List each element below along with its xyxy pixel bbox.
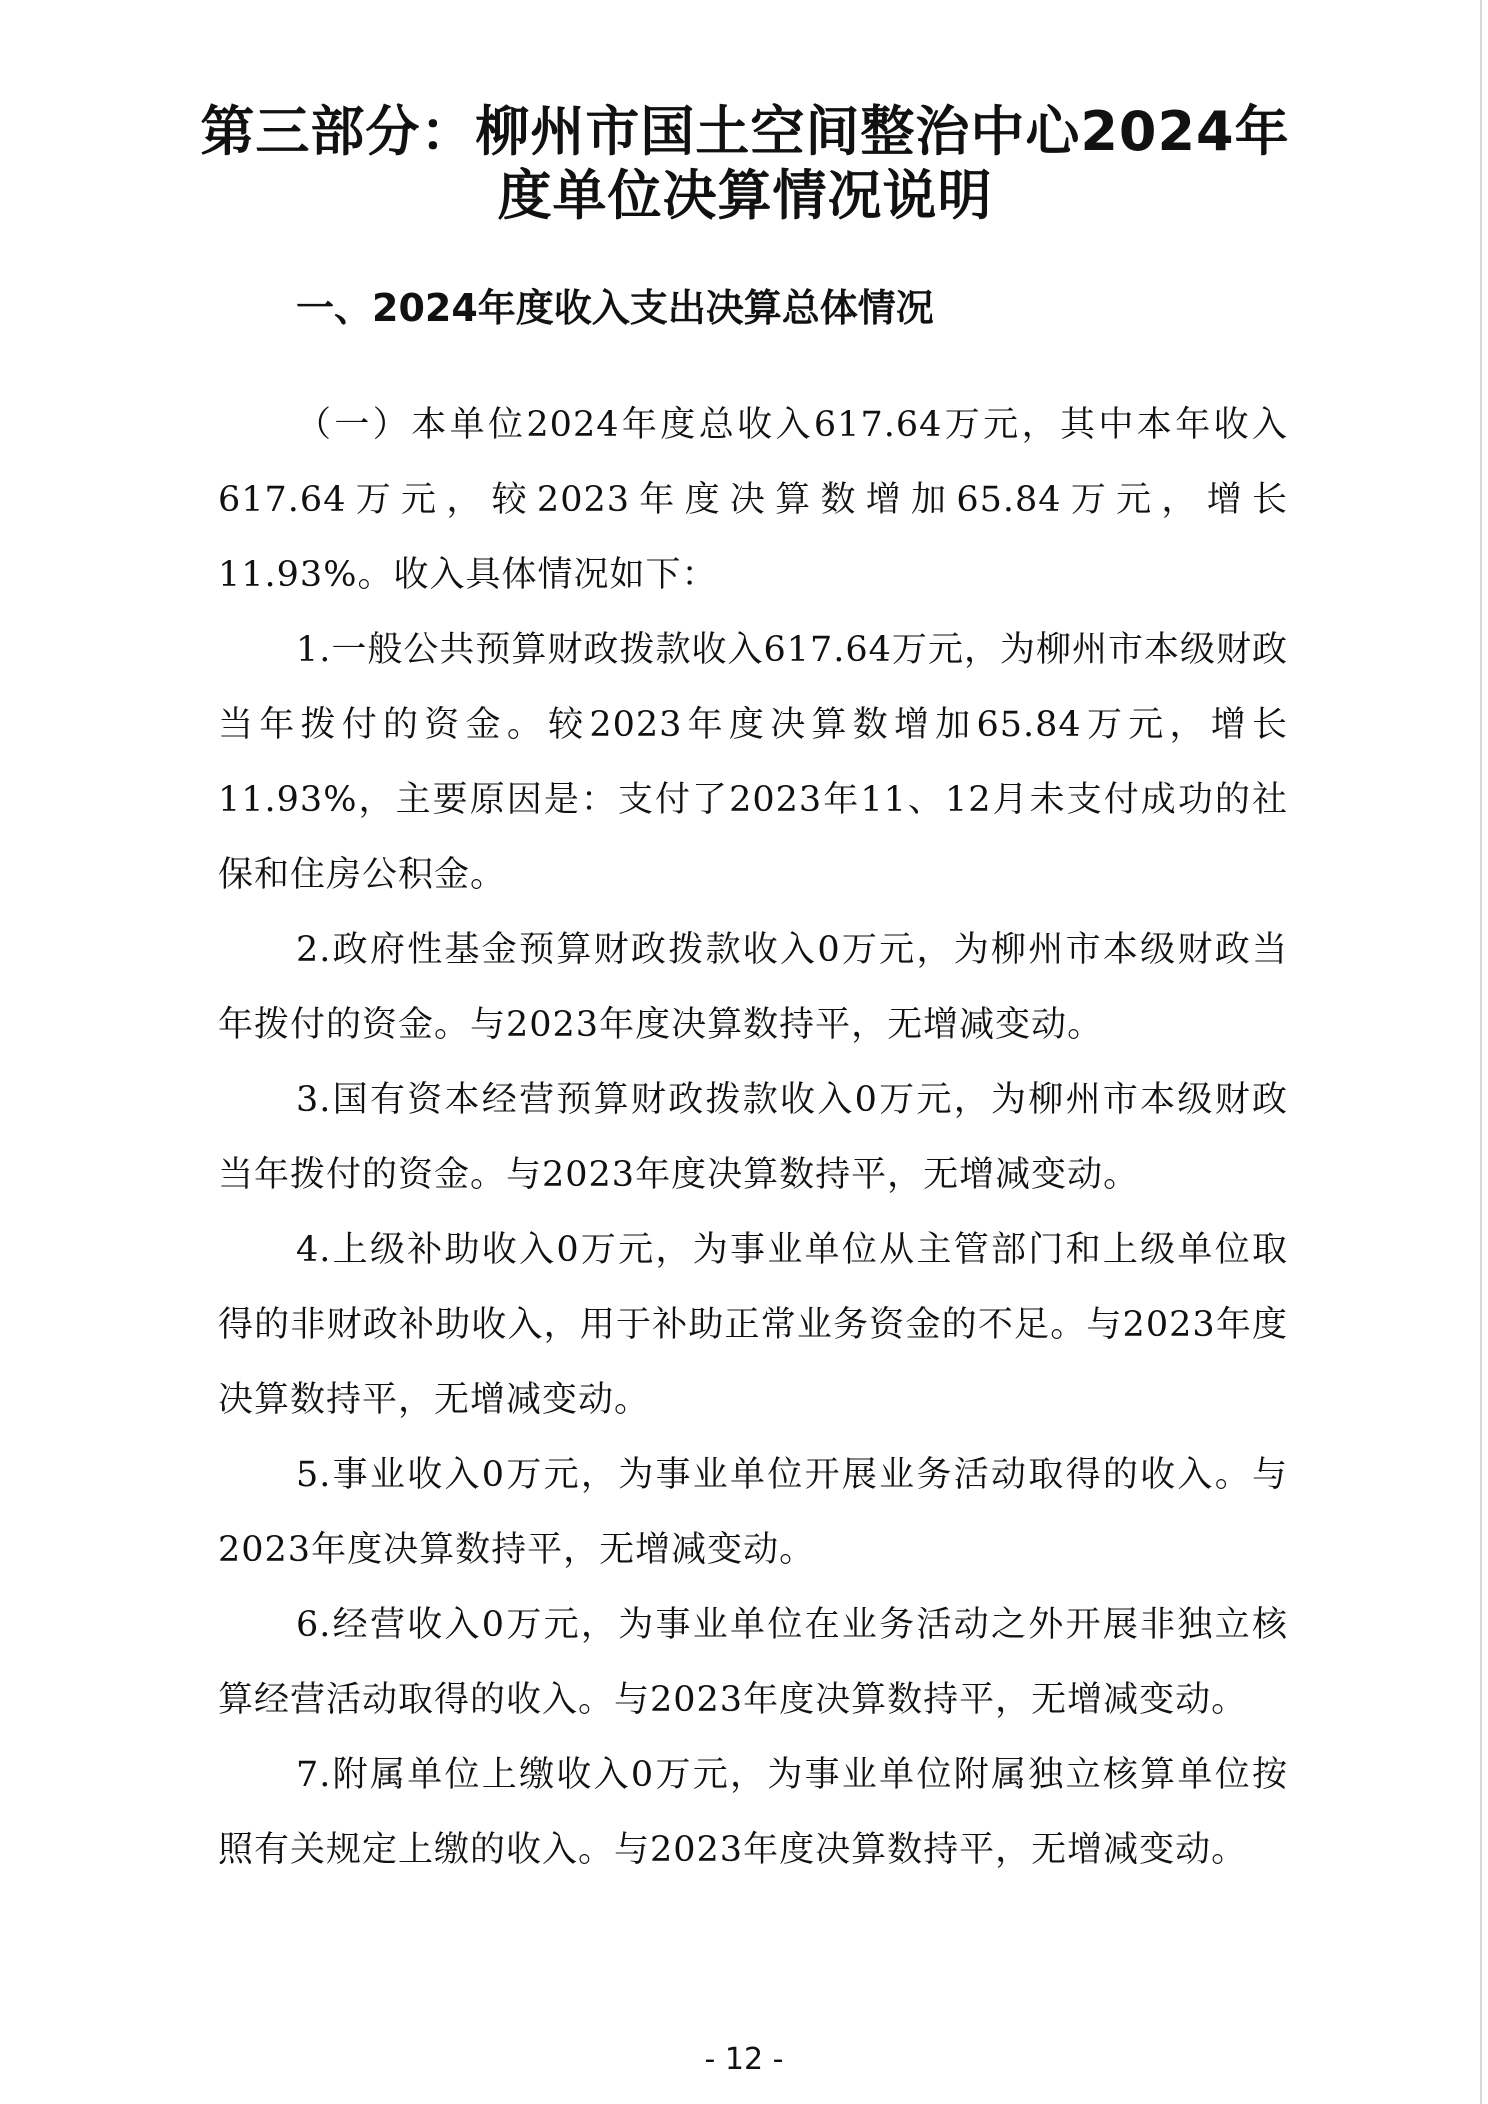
paragraph-item-7: 7.附属单位上缴收入0万元，为事业单位附属独立核算单位按照有关规定上缴的收入。与2023年度决算数持平，无增减变动。 [218, 1755, 1288, 1870]
document-title [150, 100, 1340, 228]
paragraph-overview: （一）本单位2024年度总收入617.64万元，其中本年收入617.64万元，较2023年度决算数增加65.84万元，增长11.93%。收入具体情况如下： [218, 405, 1288, 595]
document-title-line-2: 度单位决算情况说明 [497, 164, 993, 227]
page-edge-divider [1480, 0, 1482, 2104]
paragraph-item-5: 5.事业收入0万元，为事业单位开展业务活动取得的收入。与2023年度决算数持平，无增减变动。 [218, 1455, 1288, 1570]
paragraph-item-2: 2.政府性基金预算财政拨款收入0万元，为柳州市本级财政当年拨付的资金。与2023年度决算数持平，无增减变动。 [218, 930, 1288, 1045]
paragraph-item-4: 4.上级补助收入0万元，为事业单位从主管部门和上级单位取得的非财政补助收入，用于补助正常业务资金的不足。与2023年度决算数持平，无增减变动。 [218, 1230, 1288, 1420]
document-body [218, 388, 1288, 1888]
document-title-line-1: 第三部分：柳州市国土空间整治中心2024年 [200, 100, 1290, 163]
section-heading: 一、2024年度收入支出决算总体情况 [296, 286, 934, 330]
paragraph-item-1: 1.一般公共预算财政拨款收入617.64万元，为柳州市本级财政当年拨付的资金。较2023年度决算数增加65.84万元，增长11.93%，主要原因是：支付了2023年11、12月未支付成功的社保和住房公积金。 [218, 630, 1288, 895]
page-number: - 12 - [704, 2042, 784, 2077]
paragraph-item-3: 3.国有资本经营预算财政拨款收入0万元，为柳州市本级财政当年拨付的资金。与2023年度决算数持平，无增减变动。 [218, 1080, 1288, 1195]
paragraph-item-6: 6.经营收入0万元，为事业单位在业务活动之外开展非独立核算经营活动取得的收入。与2023年度决算数持平，无增减变动。 [218, 1605, 1288, 1720]
